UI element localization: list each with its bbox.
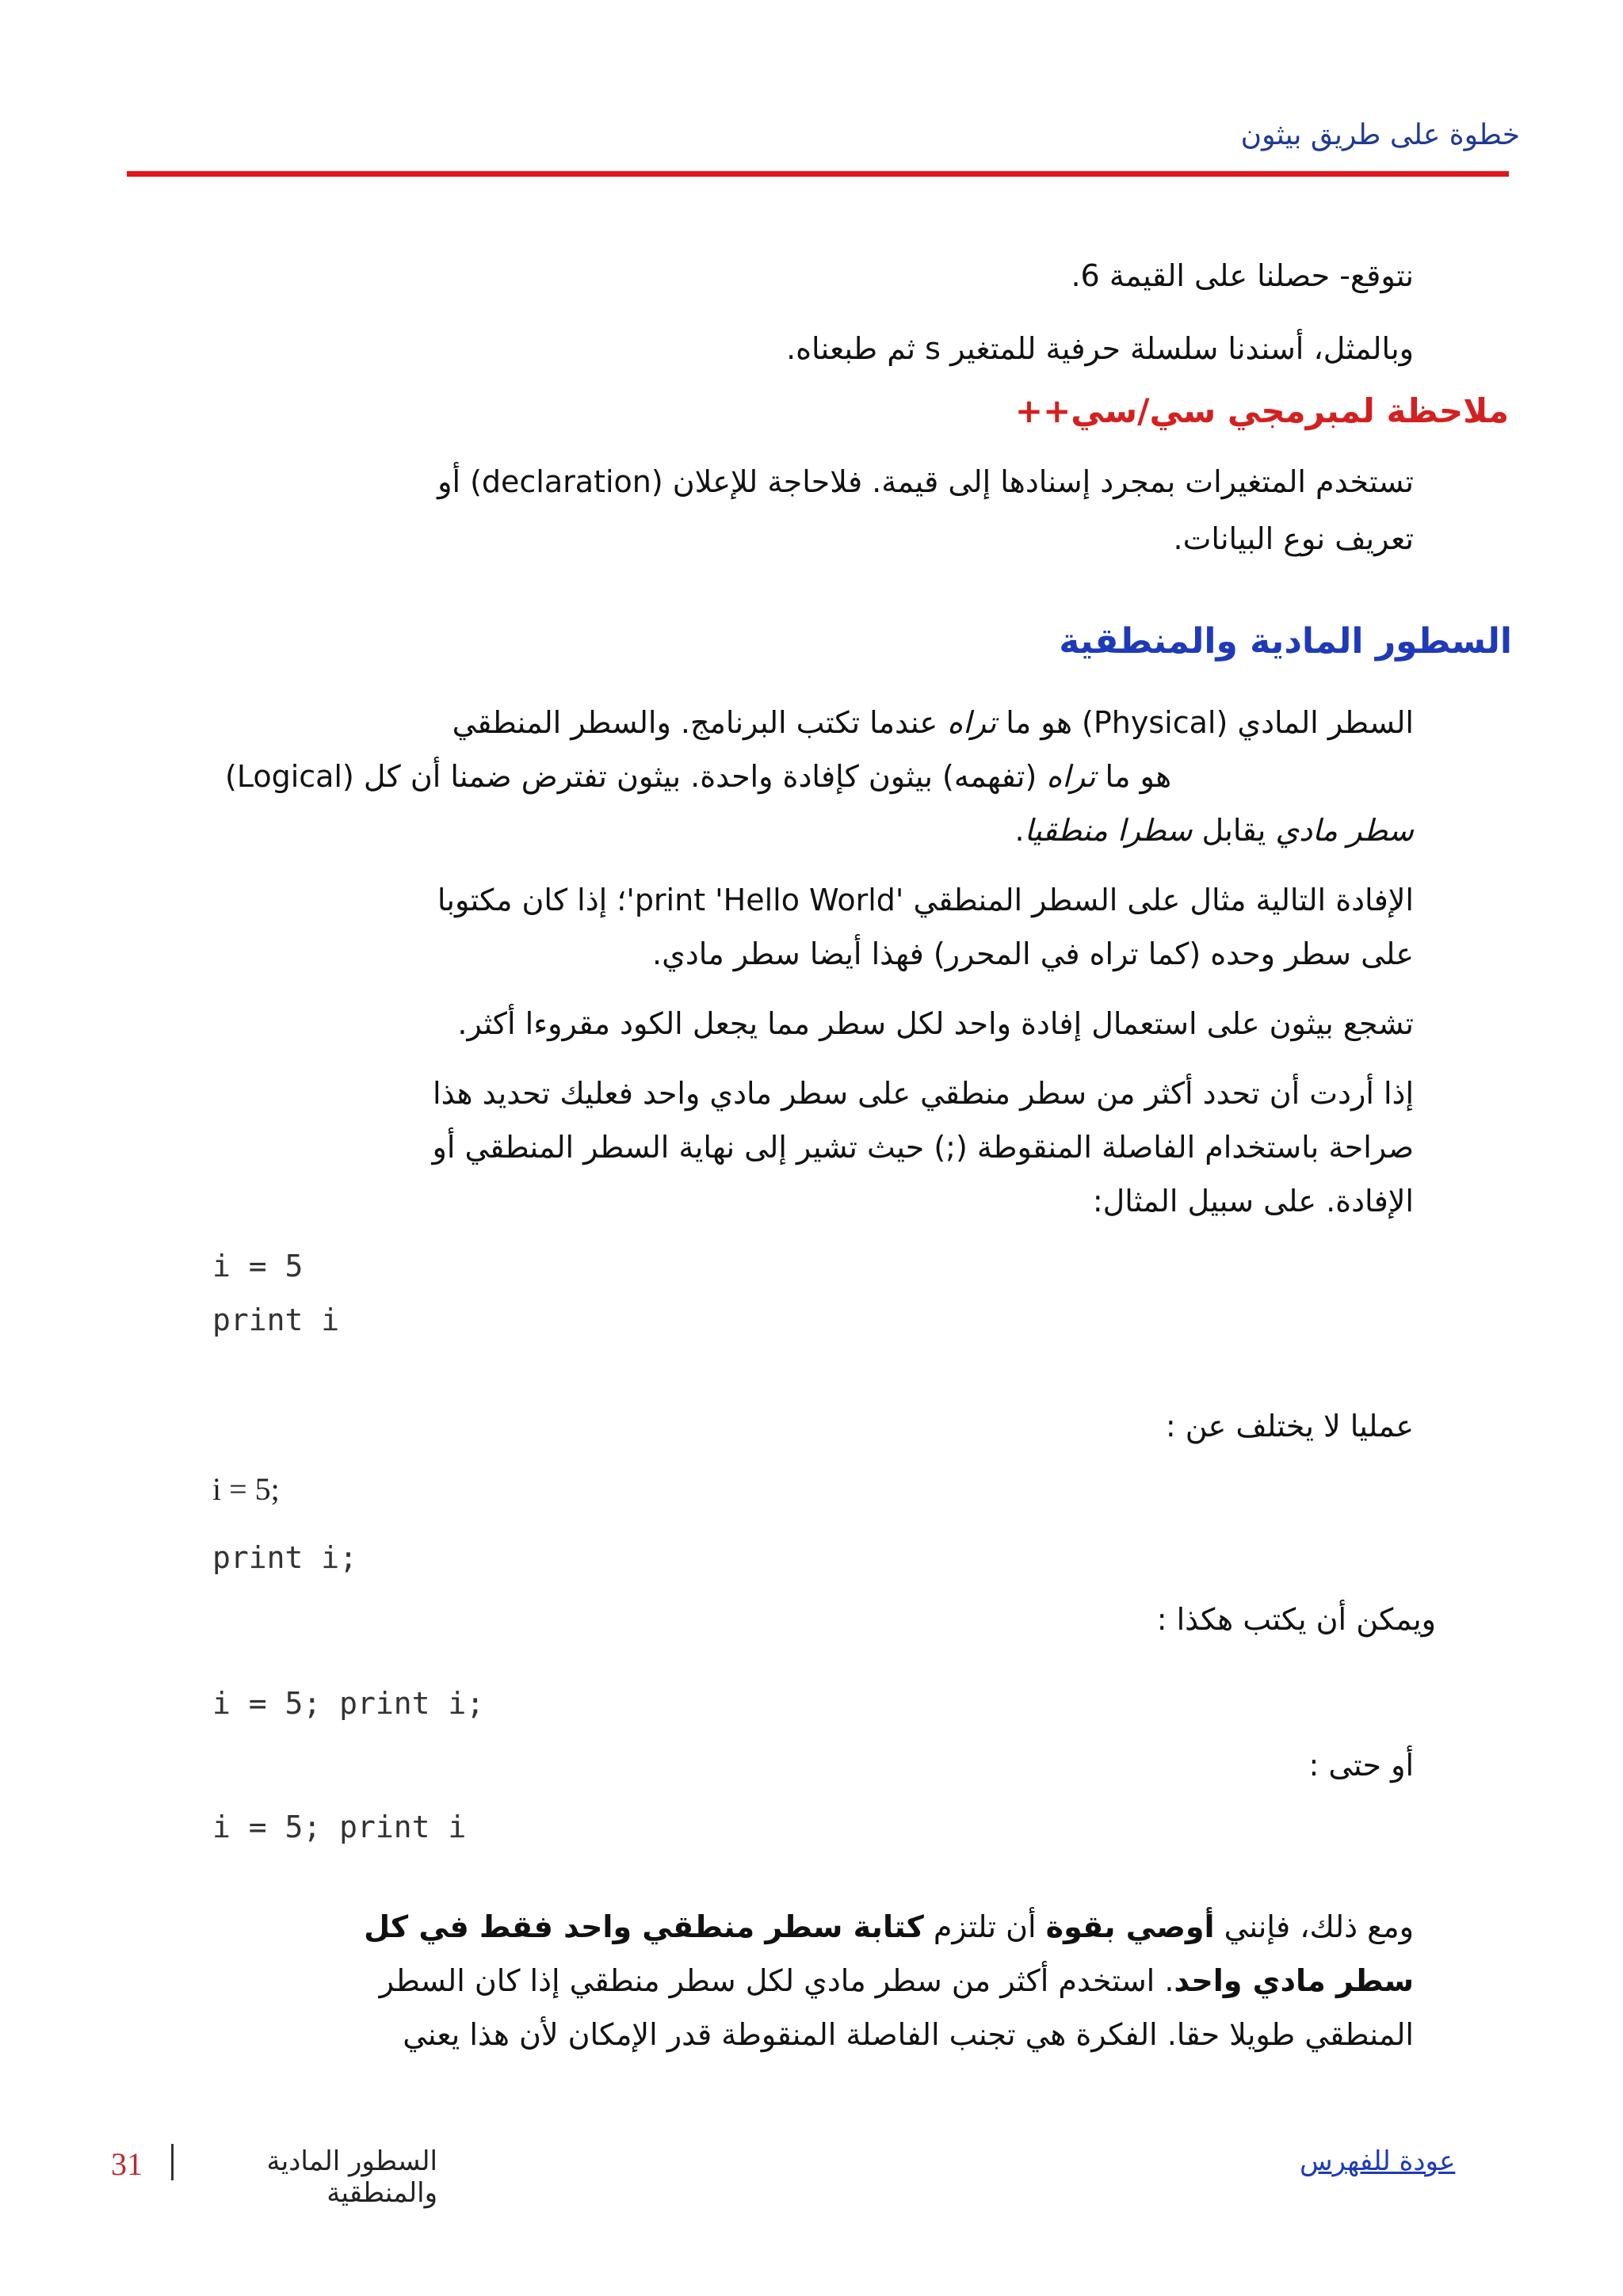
physical-logical-line-1	[225, 694, 1414, 751]
italic-run: تراه	[947, 705, 997, 740]
recommendation-line-1	[225, 1898, 1414, 1955]
semicolon-paragraph-line-2: صراحة باستخدام الفاصلة المنقوطة (;) حيث تشير إلى نهاية السطر المنطقي أو	[432, 1130, 1414, 1165]
code-line: i = 5	[212, 1249, 304, 1283]
semicolon-paragraph-line-3: الإفادة. على سبيل المثال:	[1092, 1184, 1414, 1219]
italic-run: سطرا منطقيا	[1024, 813, 1193, 848]
italic-run: تراه	[1046, 759, 1096, 794]
written-as-label: ويمكن أن يكتب هكذا :	[1156, 1602, 1436, 1637]
text-run: .	[1014, 813, 1025, 848]
note-heading: ملاحظة لمبرمجي سي/سي++	[1014, 391, 1509, 430]
recommendation-line-2	[225, 1952, 1414, 2009]
section-heading: السطور المادية والمنطقية	[1059, 621, 1512, 662]
back-to-index-link[interactable]: عودة للفهرس	[1300, 2145, 1456, 2177]
footer-chapter-title: السطور المادية والمنطقية	[266, 2145, 437, 2209]
note-paragraph-line-1: تستخدم المتغيرات بمجرد إسنادها إلى قيمة. فلاحاجة للإعلان (declaration) أو	[437, 464, 1414, 499]
code-line: i = 5; print i	[212, 1810, 467, 1844]
example-statement-line-2: على سطر وحده (كما تراه في المحرر) فهذا أيضا سطر مادي.	[652, 936, 1414, 971]
text-run: . استخدم أكثر من سطر مادي لكل سطر منطقي إذا كان السطر	[379, 1963, 1174, 1998]
italic-run: سطر مادي	[1275, 813, 1414, 848]
paragraph-string-assign: وبالمثل، أسندنا سلسلة حرفية للمتغير s ثم طبعناه.	[786, 331, 1414, 366]
example-statement-line-1: الإفادة التالية مثال على السطر المنطقي 'print 'Hello World'؛ إذا كان مكتوبا	[437, 883, 1414, 917]
header-divider	[127, 171, 1509, 177]
text-run: السطر المادي (Physical) هو ما	[996, 705, 1414, 740]
text-run: يقابل	[1192, 813, 1276, 848]
code-line: print i;	[212, 1540, 358, 1575]
text-run: (Logical) هو ما	[225, 759, 1172, 794]
text-run: عندما تكتب البرنامج. والسطر المنطقي	[452, 705, 948, 740]
bold-run: أوصي بقوة	[1045, 1909, 1215, 1944]
code-line: i = 5; print i;	[212, 1686, 485, 1721]
footer-divider	[171, 2144, 174, 2180]
recommendation-line-3: المنطقي طويلا حقا. الفكرة هي تجنب الفاصلة المنقوطة قدر الإمكان لأن هذا يعني	[403, 2017, 1414, 2052]
text-run: أن تلتزم	[923, 1909, 1046, 1944]
text-run: (تفهمه) بيثون كإفادة واحدة. بيثون تفترض ضمنا أن كل	[363, 759, 1047, 794]
code-line: i = 5;	[212, 1471, 280, 1507]
bold-run: سطر مادي واحد	[1174, 1963, 1414, 1998]
or-even-label: أو حتى :	[1308, 1748, 1414, 1783]
same-as-label: عمليا لا يختلف عن :	[1165, 1409, 1414, 1444]
physical-logical-line-2	[225, 748, 1414, 805]
physical-logical-line-3	[225, 802, 1414, 859]
paragraph-expect: نتوقع- حصلنا على القيمة 6.	[1071, 258, 1414, 293]
book-title: خطوة على طريق بيثون	[1240, 119, 1520, 151]
text-run: ومع ذلك، فإنني	[1214, 1909, 1414, 1944]
note-paragraph-line-2: تعريف نوع البيانات.	[1173, 521, 1414, 556]
bold-run: كتابة سطر منطقي واحد فقط في كل	[364, 1909, 924, 1944]
code-line: print i	[212, 1302, 340, 1337]
page-number: 31	[111, 2146, 143, 2182]
semicolon-paragraph-line-1: إذا أردت أن تحدد أكثر من سطر منطقي على سطر مادي واحد فعليك تحديد هذا	[433, 1076, 1414, 1111]
encourage-paragraph: تشجع بيثون على استعمال إفادة واحد لكل سطر مما يجعل الكود مقروءا أكثر.	[457, 1006, 1414, 1041]
